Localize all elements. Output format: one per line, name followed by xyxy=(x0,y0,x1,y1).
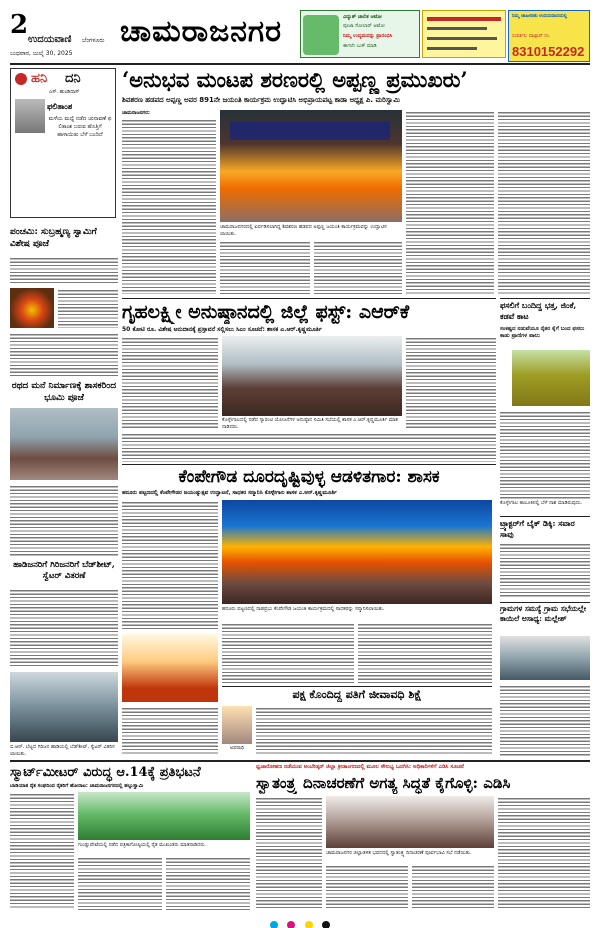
registration-dot xyxy=(270,921,278,928)
independence-caption: ಚಾಮರಾಜನಗರ ಜಿಲ್ಲಾಡಳಿತ ಭವನದಲ್ಲಿ ಸ್ವಾತಂತ್ರ್ಯ ದಿನಾಚರಣೆ ಪೂರ್ವಭಾವಿ ಸಭೆ ನಡೆಯಿತು. xyxy=(326,850,472,856)
column-title-suffix: ದನಿ xyxy=(65,71,81,86)
issue-date: ಬುಧವಾರ, ಜುಲೈ 30, 2025 xyxy=(10,50,73,57)
main-headline: ‘ಅನುಭವ ಮಂಟಪ ಶರಣರಲ್ಲಿ ಅಪ್ಪಣ್ಣ ಪ್ರಮುಖರು’ xyxy=(122,67,468,92)
tractor-body-text xyxy=(500,542,590,598)
kempegowda-body-col-2 xyxy=(222,622,354,684)
villages-meeting-photo xyxy=(500,636,590,680)
villages-body-text xyxy=(500,684,590,756)
edition: ಬೆಂಗಳೂರು xyxy=(82,37,105,44)
gruhalakshmi-body-col-3 xyxy=(122,432,496,462)
obituary-headline: ಪಕ್ಷ ಕೊಂದಿದ್ದ ಪತಿಗೆ ಜೀವಾವಧಿ ಶಿಕ್ಷೆ xyxy=(292,688,422,701)
convict-caption: ಅಪರಾಧಿ xyxy=(229,745,245,751)
columnist-photo xyxy=(15,99,45,133)
ragi-headline: ಫಸಲಿಗೆ ಬಂದಿದ್ದ ಭತ್ತ, ಜಿಂಕೆ, ಕಡವೆ ಕಾಟ xyxy=(500,300,577,321)
temple-headline: ಪಂಚಮಿ: ಸುಬ್ರಹ್ಮಣ್ಯ ಸ್ವಾಮಿಗೆ ವಿಶೇಷ ಪೂಜೆ xyxy=(10,227,97,249)
sheets-body-text xyxy=(10,588,118,668)
kempegowda-caption: ಹನೂರು ಪಟ್ಟಣದಲ್ಲಿ ನಾಡಪ್ರಭು ಕೆಂಪೇಗೌಡ ಜಯಂತಿ ಕಾರ್ಯಕ್ರಮದಲ್ಲಿ ಸಾಧಕರನ್ನು ಸನ್ಮಾನಿಸಲಾಯಿತು. xyxy=(222,606,385,612)
sheets-caption: ಬಿ.ಆರ್. ಬೆಟ್ಟದ ಗಿರಿಜನ ಹಾಡಿಯಲ್ಲಿ ಬೆಡ್‌ಶೀಟ್, ಸ್ವೆಟರ್ ವಿತರಿಸಲಾಯಿತು. xyxy=(10,744,115,757)
main-stage-photo xyxy=(220,110,402,222)
building-photo xyxy=(10,408,118,480)
kempegowda-subhead: ಹನೂರು ಪಟ್ಟಣದಲ್ಲಿ ಕೆಂಪೇಗೌಡರ ಜಯಂತ್ಯುತ್ಸವ ಉದ್ಘಾಟನೆ, ಸಾಧಕರ ಸನ್ಮಾನಿಸಿ ಕೊಳ್ಳೇಗಾಲ ಶಾಸಕ ಎ.ಆರ್.ಕೃಷ್ಣಮೂರ್ತಿ xyxy=(122,490,337,496)
main-body-col-5 xyxy=(498,110,590,294)
smart-meter-body-col-3 xyxy=(166,856,250,910)
temple-body-text-2 xyxy=(58,288,118,328)
ad-line-1: ವಿದ್ಯುತ್ ಚಾಲಿತ ಆಟೋ xyxy=(343,14,382,20)
ad-vehicle-image xyxy=(303,15,339,55)
section-rule xyxy=(122,298,496,299)
obituary-body-text xyxy=(256,706,492,756)
masthead-rule xyxy=(10,63,590,65)
ragi-crop-photo xyxy=(512,350,590,406)
bottom-section-rule xyxy=(10,760,590,762)
villages-headline: ಗ್ರಾಮಗಳ ಸಮಸ್ಯೆ ಗ್ರಾಮ ಸಭೆಯಲ್ಲೇ ಕಾಯಿಲೆ ಅಸಾಧ್ಯ: ಮಲ್ಲೇಶ್ xyxy=(500,604,587,623)
print-registration-marks xyxy=(0,914,600,926)
gruhalakshmi-body-col-1 xyxy=(122,336,218,428)
kempegowda-body-col-4 xyxy=(122,706,218,756)
independence-body-col-2 xyxy=(326,864,408,910)
section-rule xyxy=(222,686,492,687)
paper-name: ಉದಯವಾಣಿ xyxy=(28,34,72,45)
kempegowda-body-col-1 xyxy=(122,500,218,630)
ad-middle-stripe xyxy=(427,37,497,40)
independence-kicker: ಧ್ವಜಾರೋಹಣ ನಡೆಯುವ ಅಂಬೇಡ್ಕರ್ ಜಿಲ್ಲಾ ಕ್ರೀಡಾಂಗಣದಲ್ಲಿ ಮೂಲ ಸೌಲಭ್ಯ ಒದಗಿಸಿ: ಅಧಿಕಾರಿಗಳಿಗೆ ಎಡಿಸಿ ಸೂಚನೆ xyxy=(256,764,464,770)
gruhalakshmi-subhead: 50 ಕೋಟಿ ರೂ. ವಿಶೇಷ ಅನುದಾನಕ್ಕೆ ಪ್ರಸ್ತಾವನೆ ಸಲ್ಲಿಸಲು ಸಿಎಂ ಸೂಚನೆ: ಶಾಸಕ ಎ.ಆರ್.ಕೃಷ್ಣಮೂರ್ತಿ xyxy=(122,326,322,333)
ad-line-2: ಸಂಪರ್ಕಿಸಿ: ವಾಟ್ಸಾಪ್ ನಂ. xyxy=(512,34,551,39)
sheets-photo xyxy=(10,672,118,742)
main-body-col-1 xyxy=(122,118,216,294)
ad-line-4: ಈಗಲೇ ಬುಕ್ ಮಾಡಿ xyxy=(343,43,377,49)
smart-meter-body-col-2 xyxy=(78,856,162,910)
smart-meter-subhead: ಬಾಡಿಯಾತ ರೈತ ಸಂಘದಿಂದ ರೈತರಿಗೆ ಹೋರಾಟ: ಚಾಮರಾಜನಗರದಲ್ಲಿ ಹಲ್ಲುಸ್ವಾಮಿ xyxy=(10,783,144,789)
registration-dot xyxy=(287,921,295,928)
section-rule xyxy=(500,602,590,603)
photo-banner xyxy=(230,122,390,140)
kempegowda-body-col-3 xyxy=(358,622,492,684)
gruhalakshmi-photo xyxy=(222,336,402,416)
registration-dot xyxy=(305,921,313,928)
ad-middle-stripe xyxy=(427,47,477,50)
tractor-headline: ಟ್ರ್ಯಾಕ್ಟರ್‌ಗೆ ಬೈಕ್ ಡಿಕ್ಕಿ: ಸವಾರ ಸಾವು xyxy=(500,518,575,539)
section-rule xyxy=(500,516,590,517)
temple-body-text-3 xyxy=(10,332,118,378)
kempegowda-award-photo xyxy=(122,634,218,702)
page-number: 2 xyxy=(10,10,29,40)
column-subhead: ಫಲಿತಾಂಶ xyxy=(47,101,73,111)
column-logo xyxy=(15,73,27,85)
independence-body-col-1 xyxy=(256,796,322,910)
kempegowda-headline: ಕೆಂಪೇಗೌಡ ದೂರದೃಷ್ಟಿವುಳ್ಳ ಆಡಳಿತಗಾರ: ಶಾಸಕ xyxy=(178,467,440,487)
ad-middle-stripe xyxy=(427,27,487,30)
convict-photo xyxy=(222,706,252,744)
temple-photo xyxy=(10,288,54,328)
column-poem: ಮಳೆಯ ಮಧ್ಯೆ ನಡೆದ ಚುನಾವಣೆ ಫಲಿತಾಂಶ ಬರುವ ಹೊತ್ತಿಗೆ ಹಾಳಾಯಿತು ಬೆಳೆ ಬಂದಿದೆ xyxy=(48,116,112,138)
ad-line-2: ಪೂಜಾ ಸೋಲಾರ್ ಆಟೋ xyxy=(343,23,385,29)
ad-line-1: ನಿಮ್ಮ ಜಾಹೀರಾತು ಉದಯವಾಣಿಯಲ್ಲಿ xyxy=(512,14,568,19)
gruhalakshmi-headline: ಗೃಹಲಕ್ಷ್ಮೀ ಅನುಷ್ಠಾನದಲ್ಲಿ ಜಿಲ್ಲೆ ಫಸ್ಟ್‌: ಎಆರ್‌ಕೆ xyxy=(122,301,410,323)
hani-dani-column xyxy=(10,68,116,218)
column-byline: ಎಸ್. ಹುಂಡಿದಾಸ್ xyxy=(49,89,80,95)
kempegowda-stage-photo xyxy=(222,500,492,604)
smart-meter-caption: ಗುಂಡ್ಲುಪೇಟೆಯಲ್ಲಿ ನಡೆದ ಪತ್ರಿಕಾಗೋಷ್ಠಿಯಲ್ಲಿ ರೈತ ಮುಖಂಡರು ಮಾತನಾಡಿದರು. xyxy=(78,842,207,848)
ragi-caption: ಕೊಳ್ಳೇಗಾಲ ತಾಲೂಕಿನಲ್ಲಿ ಬೆಳೆ ನಾಶ ಮಾಡಿರುವುದು. xyxy=(500,500,583,506)
smart-meter-headline: ಸ್ಮಾರ್ಟ್‌ಮೀಟರ್ ವಿರುದ್ಧ ಆ.14ಕ್ಕೆ ಪ್ರತಿಭಟನೆ xyxy=(10,765,201,780)
main-photo-caption: ಚಾಮರಾಜನಗರದಲ್ಲಿ ಏರ್ಪಡಿಸಲಾಗಿದ್ದ ಶಿವಶರಣ ಹಡಪದ ಅಪ್ಪಣ್ಣ ಜಯಂತಿ ಕಾರ್ಯಕ್ರಮವನ್ನು ಉದ್ಘಾಟಿಸಲಾಯಿತು. xyxy=(220,224,387,237)
main-dateline: ಚಾಮರಾಜನಗರ: xyxy=(122,110,150,116)
smart-meter-body-col-1 xyxy=(10,792,74,910)
independence-body-col-3 xyxy=(412,864,494,910)
ragi-body-text xyxy=(500,410,590,500)
main-subhead: ಶಿವಶರಣ ಹಡಪದ ಅಪ್ಪಣ್ಣ ಅವರ 891ನೇ ಜಯಂತಿ ಕಾರ್ಯಕ್ರಮ ಉದ್ಘಾಟಿಸಿ ಅಭಿಪ್ರಾಯಪಟ್ಟ ಕಾಡಾ ಅಧ್ಯಕ್ಷ ಪಿ. ಮರಿಸ್ವಾಮಿ xyxy=(122,96,400,104)
main-body-col-3 xyxy=(314,240,402,294)
section-rule xyxy=(122,464,496,465)
independence-headline: ಸ್ವಾತಂತ್ರ್ಯ ದಿನಾಚರಣೆಗೆ ಅಗತ್ಯ ಸಿದ್ಧತೆ ಕೈಗೊಳ್ಳಿ: ಎಡಿಸಿ xyxy=(256,774,511,792)
classified-advertisement xyxy=(508,10,590,62)
column-title-prefix: ಹನಿ xyxy=(31,71,48,86)
building-headline: ರಥದ ಮನೆ ನಿರ್ಮಾಣಕ್ಕೆ ಶಾಸಕರಿಂದ ಭೂಮಿ ಪೂಜೆ xyxy=(11,381,117,403)
smart-meter-photo xyxy=(78,792,250,840)
sheets-headline: ಹಾಡಿಜನರಿಗೆ ಗಿರಿಜನರಿಗೆ ಬೆಡ್‌ಶೀಟ್, ಸ್ವೆಟರ್ ವಿತರಣೆ xyxy=(13,560,115,581)
section-rule xyxy=(500,298,590,299)
registration-dot xyxy=(322,921,330,928)
gruhalakshmi-caption: ಕೊಳ್ಳೇಗಾಲದಲ್ಲಿ ನಡೆದ ಗ್ಯಾರಂಟಿ ಯೋಜನೆಗಳ ಅನುಷ್ಠಾನ ಸಮಿತಿ ಸಭೆಯಲ್ಲಿ ಶಾಸಕ ಎ.ಆರ್.ಕೃಷ್ಣಮೂರ್ತಿ ಮಾತನಾಡಿದರು. xyxy=(222,417,399,430)
ragi-callout: ಸಂಕಷ್ಟದ ನಡುವೆಯೂ ರೈತರ ಕೈಗೆ ಬಂದ ಫಸಲು ಕಾಡು ಪ್ರಾಣಿಗಳ ಪಾಲು xyxy=(500,326,585,339)
independence-meeting-photo xyxy=(326,796,494,848)
main-body-col-2 xyxy=(220,240,310,294)
independence-body-col-4 xyxy=(498,796,590,910)
ad-line-3: ನಿಮ್ಮ ಉದ್ಯಮವನ್ನು ಪ್ರಾರಂಭಿಸಿ xyxy=(343,33,393,39)
building-body-text xyxy=(10,484,118,556)
ad-phone-number: 8310152292 xyxy=(512,44,585,59)
temple-body-text xyxy=(10,256,118,284)
ad-middle-stripe xyxy=(427,17,501,21)
ad-middle-block xyxy=(422,10,506,58)
gruhalakshmi-body-col-2 xyxy=(406,336,496,428)
main-body-col-4 xyxy=(406,110,494,294)
section-title: ಚಾಮರಾಜನಗರ xyxy=(120,14,283,49)
auto-advertisement xyxy=(300,10,420,58)
